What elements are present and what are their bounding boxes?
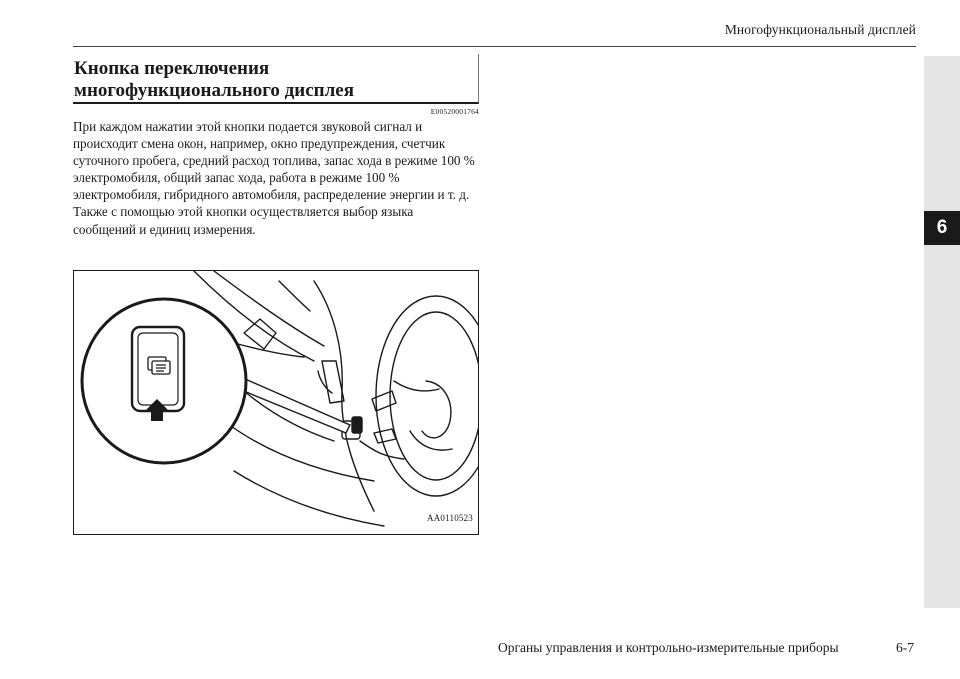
- steering-wheel-rim: [390, 312, 479, 480]
- section-code: E00520001764: [430, 107, 479, 116]
- dashboard-illustration: [73, 270, 479, 535]
- center-console: [322, 361, 344, 403]
- chapter-number-badge: 6: [924, 211, 960, 245]
- page-number: 6-7: [896, 640, 914, 655]
- section-body: [73, 118, 479, 238]
- dashboard-drawing: [74, 271, 479, 535]
- body-paragraph: Также с помощью этой кнопки осуществляется выбор языка сообщений и единиц измерения.: [73, 204, 414, 237]
- dash-line: [279, 281, 310, 311]
- header-rule: [73, 46, 916, 47]
- running-head-title: Многофункциональный дисплей: [724, 22, 916, 37]
- figure-code: AA0110523: [427, 513, 473, 523]
- air-vent: [244, 319, 276, 349]
- steering-wheel-spoke: [410, 431, 452, 450]
- footer-chapter-title: Органы управления и контрольно-измерительные приборы: [498, 640, 839, 655]
- chapter-side-tab: [924, 56, 960, 608]
- section-title: Кнопка переключения многофункционального дисплея: [73, 54, 479, 104]
- steering-wheel-rim: [376, 296, 479, 496]
- switch-cluster: [352, 417, 362, 433]
- body-paragraph: При каждом нажатии этой кнопки подается звуковой сигнал и происходит смена окон, например, окно предупреждения, счетчик суточного пробега, средний расход топлива, запас хода в режиме 100 % электромобиля, общий запас хода, работа в режиме 100 % электромобиля, гибридного автомобиля, распределение энергии и т. д.: [73, 119, 475, 203]
- leader-line: [234, 375, 350, 433]
- center-console: [314, 281, 374, 511]
- column-stalk: [374, 429, 396, 443]
